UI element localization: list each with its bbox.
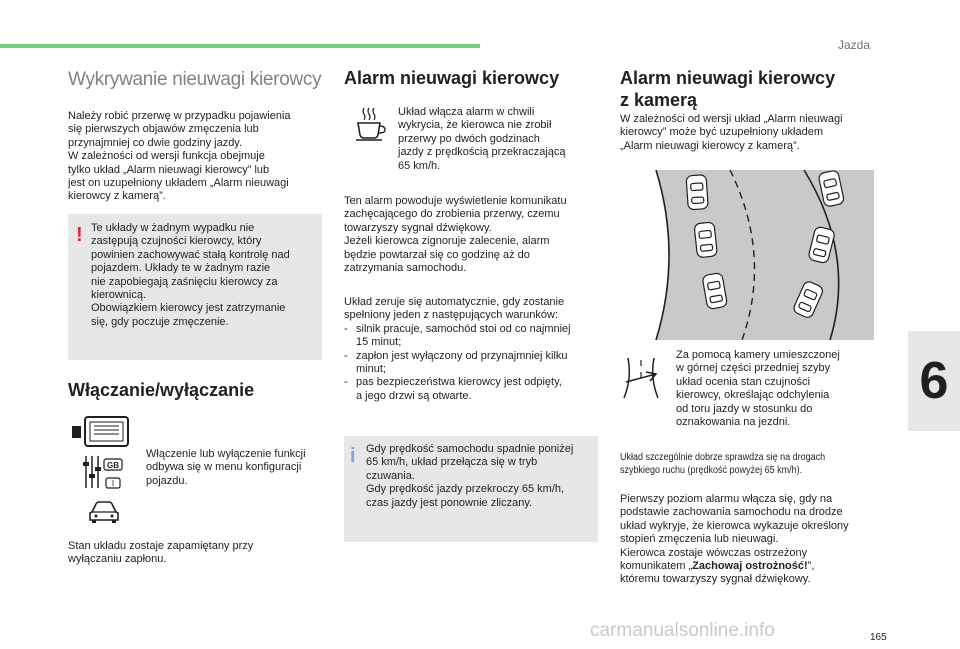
section-title-driver-attention: Wykrywanie nieuwagi kierowcy <box>68 69 322 90</box>
text-line: Układ zeruje się automatycznie, gdy zostanie <box>344 296 565 308</box>
title-line: z kamerą <box>620 90 698 110</box>
alarm-description <box>344 195 600 275</box>
camera-description <box>676 349 874 429</box>
list-item: - pas bezpieczeństwa kierowcy jest odpięty, a jego drzwi są otwarte. <box>344 376 600 403</box>
text-line: pojazdem. Układy te w żadnym razie <box>91 262 271 275</box>
info-text <box>366 443 594 510</box>
text-line: Gdy prędkość samochodu spadnie poniżej <box>366 443 574 455</box>
text-line: jest on uzupełniony układem „Alarm nieuwagi <box>68 177 289 190</box>
reset-conditions <box>344 296 600 403</box>
text-line: kierowcy” może być uzupełniony układem <box>620 126 823 139</box>
text-line: czas jazdy jest ponownie zliczany. <box>366 496 533 509</box>
text-line: Obowiązkiem kierowcy jest zatrzymanie <box>91 302 286 315</box>
text-line: podstawie zachowania samochodu na drodze <box>620 506 843 519</box>
section-title-camera-alarm <box>620 67 835 111</box>
text-line: przerwy po dwóch godzinach <box>398 132 540 145</box>
section-title-alarm: Alarm nieuwagi kierowcy <box>344 68 560 88</box>
text-line: Ten alarm powoduje wyświetlenie komunikatu <box>344 195 567 207</box>
text-line: będzie powtarzał się co godzinę aż do <box>344 248 530 261</box>
chapter-label: Jazda <box>838 38 871 52</box>
settings-menu-icon <box>82 452 124 492</box>
text-line: towarzyszy sygnał dźwiękowy. <box>344 221 492 234</box>
text-line: Należy robić przerwę w przypadku pojawienia <box>68 110 291 122</box>
memory-note <box>68 540 324 567</box>
text-line: zatrzymania samochodu. <box>344 262 467 275</box>
camera-road-icon <box>620 354 662 402</box>
text-line: oznakowania na jezdni. <box>676 416 791 429</box>
text-line: układ ocenia stan czujności <box>676 375 810 388</box>
text-line: wykrycia, że kierowca nie zrobił <box>398 119 552 132</box>
text-line: kierowcy z kamerą”. <box>68 190 166 203</box>
text-line: kierowcy, określając odchylenia <box>676 389 830 402</box>
text-line: Jeżeli kierowca zignoruje zalecenie, alarm <box>344 235 550 248</box>
camera-intro <box>620 113 876 153</box>
page-number: 165 <box>870 632 887 643</box>
top-accent-bar <box>0 44 480 48</box>
warning-icon: ! <box>76 224 83 246</box>
road-diagram <box>620 170 874 340</box>
text-line: od toru jazdy w stosunku do <box>676 402 813 415</box>
text-line: któremu towarzyszy sygnał dźwiękowy. <box>620 573 811 586</box>
alert-message: Zachowaj ostrożność! <box>692 560 808 573</box>
text-line: pojazdu. <box>146 474 188 487</box>
lane-departure-illustration <box>620 170 874 340</box>
text-line: tylko układ „Alarm nieuwagi kierowcy” lub <box>68 163 270 176</box>
alert-message-line: komunikatem „Zachowaj ostrożność!”, <box>620 560 815 573</box>
text-line: układ wykryje, że kierowca wykazuje określony <box>620 519 849 532</box>
text-line: Gdy prędkość jazdy przekroczy 65 km/h, <box>366 483 565 496</box>
text-line: powinien zachowywać stałą kontrolę nad <box>91 248 290 261</box>
first-alarm-level <box>620 493 876 587</box>
intro-paragraph <box>68 110 324 204</box>
text-line: stopień zmęczenia lub nieuwagi. <box>620 533 779 546</box>
touchscreen-icon <box>70 414 132 450</box>
car-icon <box>86 498 122 526</box>
text-line: Włączenie lub wyłączenie funkcji <box>146 448 306 460</box>
chapter-tab <box>908 331 960 431</box>
text-line: nie zapobiegają zaśnięciu kierowcy za <box>91 275 278 288</box>
warning-text <box>91 222 317 329</box>
text-line: Pierwszy poziom alarmu włącza się, gdy na <box>620 493 833 505</box>
text-line: 65 km/h. <box>398 159 441 172</box>
text-line: kierownicą. <box>91 289 147 302</box>
text-line: Układ włącza alarm w chwili <box>398 106 535 118</box>
watermark: carmanualsonline.info <box>590 620 775 641</box>
text-line: w górnej części przedniej szyby <box>676 362 831 375</box>
highway-note <box>620 451 825 477</box>
title-line: Alarm nieuwagi kierowcy <box>620 68 836 88</box>
text-line: odbywa się w menu konfiguracji <box>146 461 302 474</box>
text-line: wyłączaniu zapłonu. <box>68 553 167 566</box>
svg-text:I: I <box>111 479 115 488</box>
text-line: Te układy w żadnym wypadku nie <box>91 222 255 234</box>
info-icon: i <box>350 445 356 467</box>
text-line: się pierwszych objawów zmęczenia lub <box>68 123 259 136</box>
svg-text:GB: GB <box>107 461 119 470</box>
text-line: W zależności od wersji funkcja obejmuje <box>68 150 265 163</box>
chapter-number: 6 <box>919 352 949 410</box>
text-line: Za pomocą kamery umieszczonej <box>676 349 840 361</box>
conditions-list <box>344 323 600 403</box>
text-line: Stan układu zostaje zapamiętany przy <box>68 540 254 552</box>
info-box <box>344 436 598 542</box>
text-line: jazdy z prędkością przekraczającą <box>398 146 566 159</box>
text-line: czuwania. <box>366 469 415 482</box>
text-line: „Alarm nieuwagi kierowcy z kamerą”. <box>620 139 800 152</box>
list-item: - silnik pracuje, samochód stoi od co najmniej 15 minut; <box>344 323 600 350</box>
list-item: - zapłon jest wyłączony od przynajmniej kilku minut; <box>344 350 600 377</box>
coffee-cup-icon <box>354 106 388 142</box>
text-line: W zależności od wersji układ „Alarm nieuwagi <box>620 113 843 125</box>
text-line: się, gdy poczuje zmęczenie. <box>91 315 229 328</box>
text-line: przynajmniej co dwie godziny jazdy. <box>68 136 243 149</box>
toggle-description <box>146 448 324 488</box>
text-line: Układ szczególnie dobrze sprawdza się na drogach <box>620 452 826 463</box>
text-line: 65 km/h, układ przełącza się w tryb <box>366 456 538 469</box>
warning-box <box>68 214 322 360</box>
subtitle-toggle: Włączanie/wyłączanie <box>68 380 255 400</box>
text-line: zachęcającego do zrobienia przerwy, czemu <box>344 208 560 221</box>
text-line: Kierowca zostaje wówczas ostrzeżony <box>620 546 808 559</box>
text-line: szybkiego ruchu (prędkość powyżej 65 km/h). <box>620 465 803 476</box>
text-line: spełniony jeden z następujących warunków: <box>344 309 559 322</box>
text-line: zastępują czujności kierowcy, który <box>91 235 262 248</box>
alarm-intro <box>398 106 598 173</box>
